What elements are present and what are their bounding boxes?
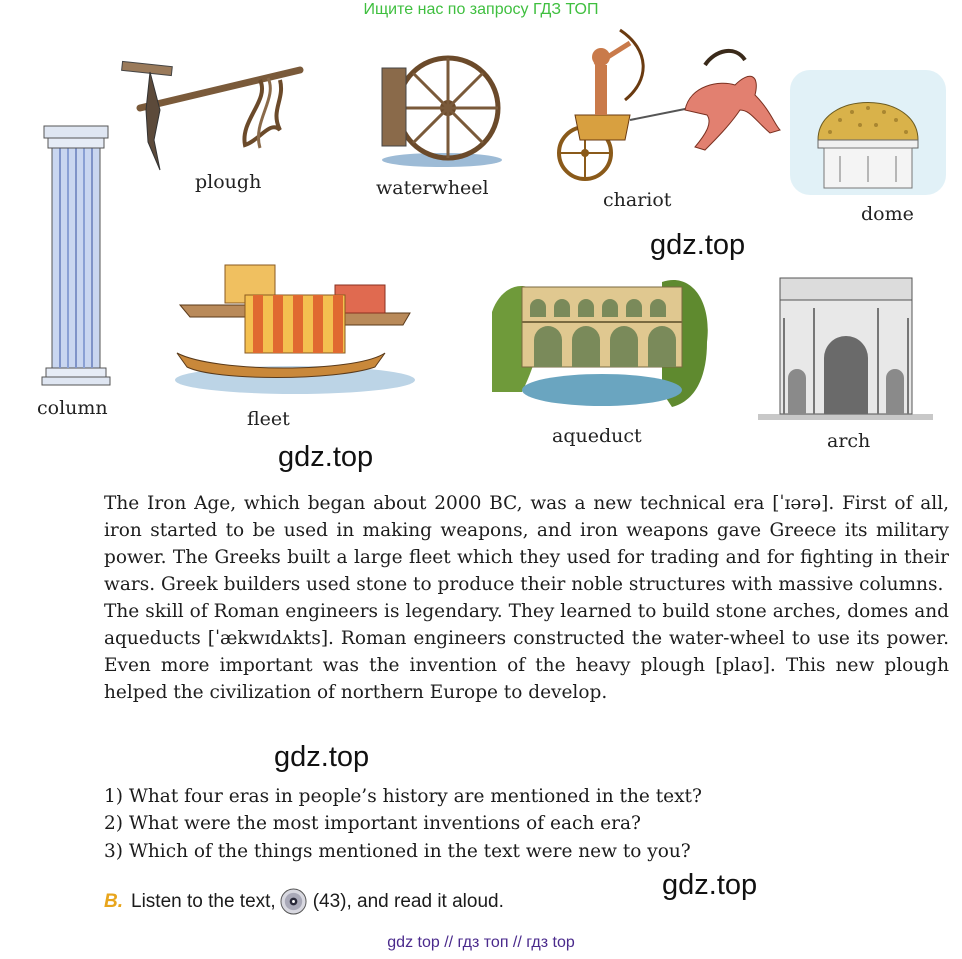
top-banner[interactable]: Ищите нас по запросу ГДЗ ТОП — [363, 1, 599, 18]
column-illustration — [38, 122, 114, 387]
cd-icon[interactable] — [280, 888, 307, 915]
paragraph-roman-engineers: The skill of Roman engineers is legendary. They learned to build stone arches, domes and aqueducts [ˈækwɪdʌkts]. Roman engineers constructed the water-wheel to use its power. Even more important was the invention of the heavy plough [plaʊ]. This new plough helped the civilization of northern Europe to develop. — [104, 601, 949, 703]
fleet-caption: fleet — [247, 408, 290, 430]
question-3: 3) Which of the things mentioned in the text were new to you? — [104, 841, 691, 862]
footer-links[interactable]: gdz top // гдз топ // гдз top — [387, 934, 575, 951]
reading-text — [104, 490, 949, 706]
task-b — [104, 888, 504, 915]
watermark: gdz.top — [650, 229, 746, 261]
dome-illustration — [790, 70, 946, 195]
fleet-illustration — [175, 255, 415, 395]
waterwheel-caption: waterwheel — [376, 177, 489, 199]
aqueduct-illustration — [492, 272, 712, 417]
question-2: 2) What were the most important inventions of each era? — [104, 813, 641, 834]
paragraph-iron-age: The Iron Age, which began about 2000 BC, was a new technical era [ˈɪərə]. First of all, iron started to be used in making weapons, and iron weapons gave Greece its military power. The Greeks built a large fleet which they used for trading and for fighting in their wars. Greek builders used stone to produce their noble structures with massive columns. — [104, 493, 949, 595]
dome-caption: dome — [861, 203, 914, 225]
watermark: gdz.top — [278, 441, 374, 473]
chariot-caption: chariot — [603, 189, 672, 211]
watermark: gdz.top — [274, 741, 370, 773]
plough-illustration — [120, 60, 305, 175]
task-text-after: (43), and read it aloud. — [312, 890, 504, 912]
watermark: gdz.top — [662, 869, 758, 901]
column-caption: column — [37, 397, 108, 419]
task-text-before: Listen to the text, — [131, 890, 276, 912]
task-letter: B. — [104, 890, 123, 912]
arch-caption: arch — [827, 430, 871, 452]
arch-illustration — [758, 278, 933, 423]
plough-caption: plough — [195, 171, 262, 193]
aqueduct-caption: aqueduct — [552, 425, 642, 447]
question-1: 1) What four eras in people’s history are mentioned in the text? — [104, 786, 702, 807]
chariot-illustration — [555, 25, 785, 187]
waterwheel-illustration — [380, 48, 505, 168]
